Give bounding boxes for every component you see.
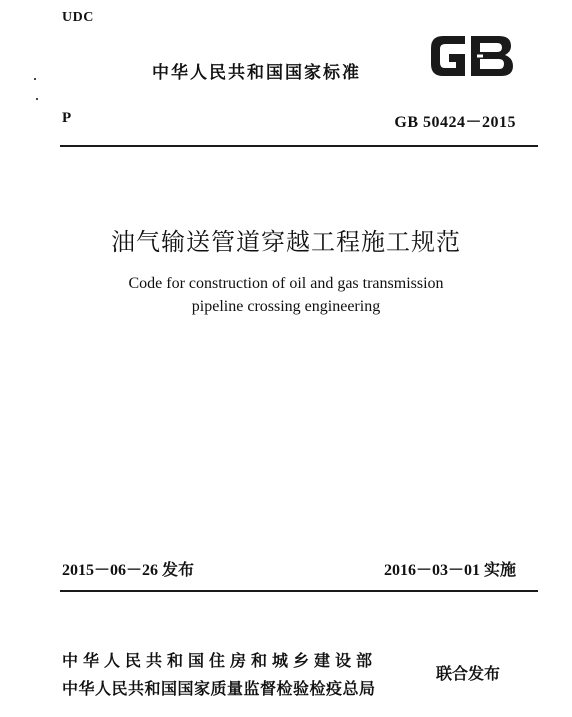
udc-label: UDC (62, 10, 94, 25)
issue-date: 2015－06－26 发布 (62, 562, 195, 579)
scan-speck (36, 98, 38, 100)
publisher-line2: 中华人民共和国国家质量监督检验检疫总局 (62, 679, 376, 698)
joint-publish-label: 联合发布 (436, 664, 501, 683)
top-divider (60, 145, 538, 147)
standard-category: 中华人民共和国国家标准 (152, 63, 361, 83)
title-english-line2: pipeline crossing engineering (191, 298, 381, 315)
bottom-divider (60, 590, 538, 592)
implementation-date: 2016－03－01 实施 (383, 562, 516, 579)
title-english-line1: Code for construction of oil and gas transmission (128, 275, 444, 292)
standard-number: GB 50424－2015 (394, 114, 516, 131)
publisher-line1: 中华人民共和国住房和城乡建设部 (62, 651, 378, 670)
gb-logo-icon (425, 30, 517, 82)
gb-logo (425, 30, 517, 82)
classification-code: P (62, 110, 72, 126)
title-chinese: 油气输送管道穿越工程施工规范 (111, 228, 461, 256)
scan-speck (34, 78, 36, 80)
